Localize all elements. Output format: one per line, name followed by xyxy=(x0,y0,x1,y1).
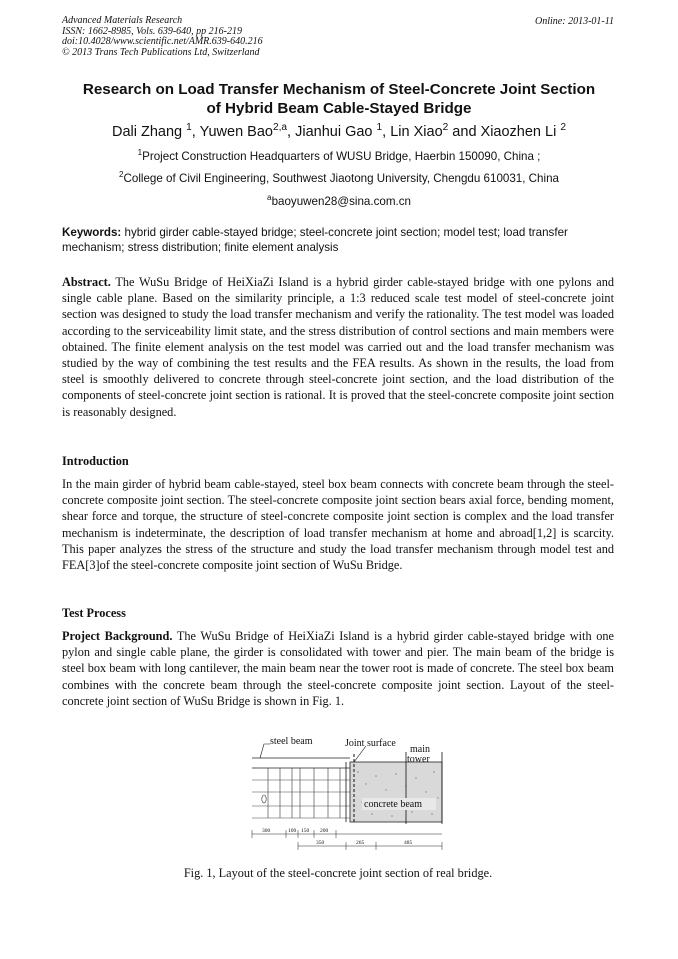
keywords: Keywords: hybrid girder cable-stayed bridge; steel-concrete joint section; model test; load transfer mechanism; stress distribution; finite element analysis xyxy=(62,226,568,254)
label-main: main xyxy=(410,744,430,755)
label-joint-surface: Joint surface xyxy=(345,738,396,749)
journal-metadata xyxy=(62,16,263,58)
author-list xyxy=(40,124,638,140)
author: Lin Xiao$^2$ and xyxy=(390,122,481,140)
abstract: Abstract. The WuSu Bridge of HeiXiaZi Island is a hybrid girder cable-stayed bridge with one pylons and single cable plane. Based on the similarity principle, a 1:3 reduced scale test model of steel-concrete joint section was designed to study the load transfer mechanism and verify the rationality. The test model was loaded according to the serviceability limit state, and the stress distribution of control sections and main members were obtained. The finite element analysis on the test model was carried out and the load transfer mechanism was studied by the way of combining the test results and the FEA results. As shown in the results, the load from steel is smoothly delivered to concrete through steel-concrete joint section, and the load distribution of the components of steel-concrete joint section is rational. It is proved that the steel-concrete composite joint section is reasonably designed. xyxy=(62,275,614,419)
dim-200: 200 xyxy=(320,828,329,834)
project-background: Project Background. The WuSu Bridge of HeiXiaZi Island is a hybrid girder cable-stayed bridge with one pylon and single cable plane, the girder is consolidated with tower and pier. The main beam of the bridge is steel box beam with long cantilever, the main beam near the tower root is made of concrete. The steel box beam combines with the concrete beam through the steel-concrete composite joint section. Layout of the steel-concrete joint section of WuSu Bridge is shown in Fig. 1. xyxy=(62,629,614,708)
title-line-1: Research on Load Transfer Mechanism of Steel-Concrete Joint Section xyxy=(82,81,596,98)
figure-caption: Fig. 1, Layout of the steel-concrete joint section of real bridge. xyxy=(183,866,493,880)
doi-line: doi:10.4028/www.scientific.net/AMR.639-640.216 xyxy=(62,36,263,47)
title-line-2: of Hybrid Beam Cable-Stayed Bridge xyxy=(206,100,472,117)
author: Jianhui Gao $^1$, xyxy=(295,122,391,140)
affiliation-2: $^2$College of Civil Engineering, Southwest Jiaotong University, Chengdu 610031, China xyxy=(119,170,559,185)
issn-line: ISSN: 1662-8985, Vols. 639-640, pp 216-219 xyxy=(62,25,242,37)
journal-name: Advanced Materials Research xyxy=(62,15,183,26)
dim-350: 350 xyxy=(316,840,325,846)
online-date: Online: 2013-01-11 xyxy=(535,16,614,27)
dim-300: 300 xyxy=(262,828,271,834)
author: Yuwen Bao$^{2,a}$, xyxy=(199,122,296,140)
dim-485: 485 xyxy=(404,840,413,846)
introduction-heading: Introduction xyxy=(62,454,129,468)
introduction-text: In the main girder of hybrid beam cable-stayed, steel box beam connects with concrete beam through the steel-concrete composite joint section. The steel-concrete composite joint section bears axial force, bending moment, shear force and torque, the structure of steel-concrete composite joint section is complex and the load transfer mechanism is indeterminate, the description of load transfer mechanism at home and abroad[1,2] is scarcity. This paper analyzes the stress of the structure and study the load transfer mechanism through model test and FEA[3]of the steel-concrete composite joint section of WuSu Bridge. xyxy=(62,477,614,573)
affiliation-1: $^1$Project Construction Headquarters of WUSU Bridge, Haerbin 150090, China ; xyxy=(137,148,541,163)
figure-1 xyxy=(246,732,446,860)
label-steel-beam: steel beam xyxy=(270,736,313,747)
author: Dali Zhang $^1$, xyxy=(112,122,200,140)
label-concrete-beam: concrete beam xyxy=(364,799,423,810)
label-tower: tower xyxy=(407,754,430,765)
email: $^a$baoyuwen28@sina.com.cn xyxy=(267,193,411,208)
copyright-line: © 2013 Trans Tech Publications Ltd, Switzerland xyxy=(62,46,260,58)
test-process-heading: Test Process xyxy=(62,606,126,620)
joint-section-drawing xyxy=(246,732,446,860)
dim-265: 265 xyxy=(356,840,365,846)
dim-100: 100 xyxy=(288,828,297,834)
author: Xiaozhen Li $^2$ xyxy=(480,122,566,140)
dim-150: 150 xyxy=(301,828,310,834)
paper-title xyxy=(40,80,638,118)
